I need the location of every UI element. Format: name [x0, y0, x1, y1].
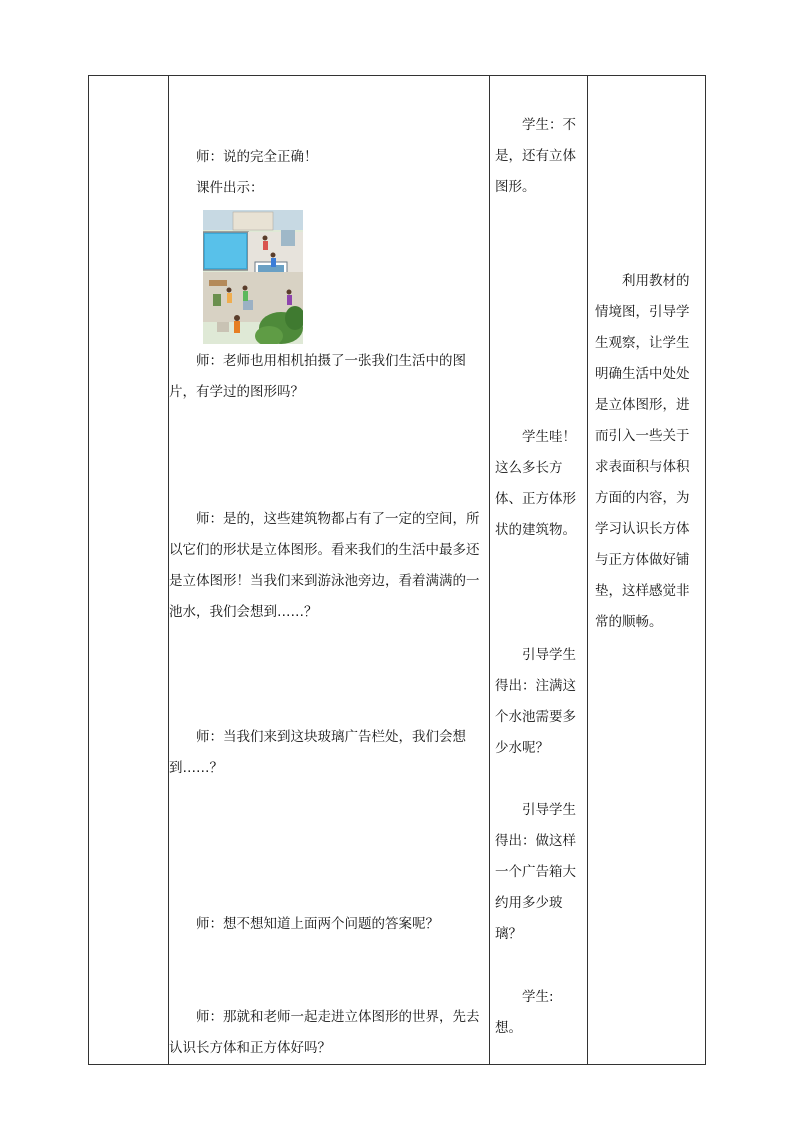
- teacher-question-glass: 师：当我们来到这块玻璃广告栏处，我们会想到……？: [169, 729, 466, 776]
- teacher-question-answers: 师：想不想知道上面两个问题的答案呢？: [196, 916, 439, 932]
- teacher-question-photo: 师：老师也用相机拍摄了一张我们生活中的图片，有学过的图形吗？: [169, 353, 466, 400]
- design-intent-text: 利用教材的情境图，引导学生观察，让学生明确生活中处处是立体图形，进而引入一些关于求表面积与体积方面的内容，为学习认识长方体与正方体做好铺垫，这样感觉非常的顺畅。: [595, 273, 690, 630]
- teacher-closing: 师：那就和老师一起走进立体图形的世界，先去认识长方体和正方体好吗？: [169, 1009, 480, 1056]
- swimming-pool-scene-illustration: [203, 210, 303, 344]
- student-response-1: 学生：不是，还有立体图形。: [495, 117, 576, 195]
- teacher-line-2: 课件出示：: [196, 180, 264, 196]
- student-response-3: 学生: 想。: [495, 989, 554, 1036]
- student-guidance-2: 引导学生得出：做这样一个广告箱大约用多少玻璃？: [495, 802, 576, 942]
- teacher-line-1: 师：说的完全正确！: [196, 149, 318, 165]
- student-guidance-1: 引导学生得出：注满这个水池需要多少水呢？: [495, 647, 576, 756]
- column-divider: [587, 76, 588, 1064]
- teacher-explanation: 师：是的，这些建筑物都占有了一定的空间，所以它们的形状是立体图形。看来我们的生活中最多还是立体图形！当我们来到游泳池旁边，看着满满的一池水，我们会想到……？: [169, 511, 480, 620]
- courseware-scene-image: [203, 210, 303, 344]
- student-response-2: 学生哇！这么多长方体、正方体形状的建筑物。: [495, 429, 576, 538]
- lesson-table: [88, 75, 706, 1065]
- column-divider: [489, 76, 490, 1064]
